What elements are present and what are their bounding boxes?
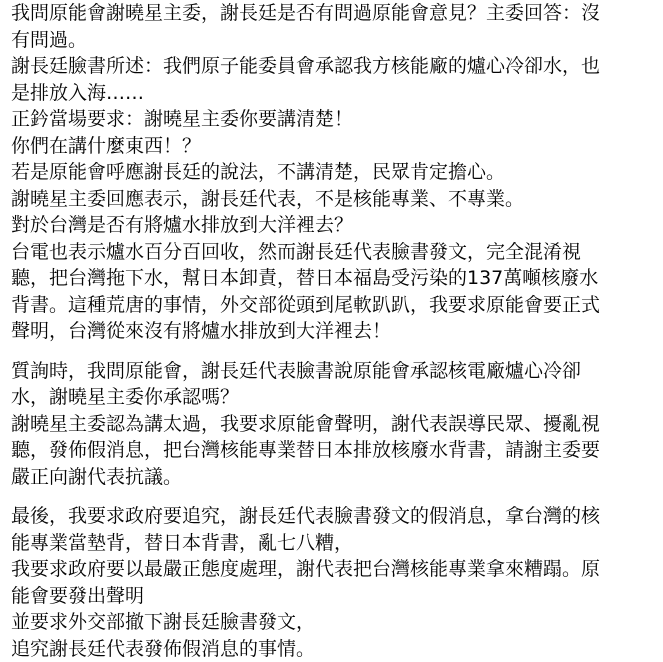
text-line: 追究謝長廷代表發佈假消息的事情。 (11, 636, 659, 662)
text-line: 我要求政府要以最嚴正態度處理，謝代表把台灣核能專業拿來糟蹋。原 (11, 556, 659, 583)
text-line: 背書。這種荒唐的事情，外交部從頭到尾軟趴趴，我要求原能會要正式 (11, 292, 659, 319)
text-line: 能專業當墊背，替日本背書，亂七八糟， (11, 530, 659, 557)
text-line: 我問原能會謝曉星主委，謝長廷是否有問過原能會意見？主委回答：沒 (11, 0, 659, 27)
text-line: 聽，發佈假消息，把台灣核能專業替日本排放核廢水背書，請謝主委要 (11, 437, 659, 464)
text-line: 謝曉星主委回應表示，謝長廷代表，不是核能專業、不專業。 (11, 186, 659, 213)
text-line: 有問過。 (11, 27, 659, 54)
text-line: 質詢時，我問原能會，謝長廷代表臉書說原能會承認核電廠爐心冷卻 (11, 358, 659, 385)
text-line: 謝長廷臉書所述：我們原子能委員會承認我方核能廠的爐心冷卻水，也 (11, 53, 659, 80)
text-line: 台電也表示爐水百分百回收，然而謝長廷代表臉書發文，完全混淆視 (11, 239, 659, 266)
paragraph-2 (11, 358, 659, 491)
text-line: 聲明，台灣從來沒有將爐水排放到大洋裡去！ (11, 318, 659, 345)
text-line: 水，謝曉星主委你承認嗎？ (11, 384, 659, 411)
paragraph-gap (11, 490, 659, 503)
text-line: 正鈐當場要求：謝曉星主委你要講清楚！ (11, 106, 659, 133)
paragraph-gap (11, 345, 659, 358)
text-line: 能會要發出聲明 (11, 583, 659, 610)
text-line: 嚴正向謝代表抗議。 (11, 464, 659, 491)
text-line: 你們在講什麼東西！？ (11, 133, 659, 160)
text-line: 並要求外交部撤下謝長廷臉書發文， (11, 609, 659, 636)
paragraph-3 (11, 503, 659, 662)
text-line: 謝曉星主委認為講太過，我要求原能會聲明，謝代表誤導民眾、擾亂視 (11, 411, 659, 438)
text-line: 聽，把台灣拖下水，幫日本卸責，替日本福島受污染的137萬噸核廢水 (11, 265, 659, 292)
paragraph-1 (11, 0, 659, 345)
text-line: 是排放入海…… (11, 80, 659, 107)
text-line: 對於台灣是否有將爐水排放到大洋裡去？ (11, 212, 659, 239)
text-line: 最後，我要求政府要追究，謝長廷代表臉書發文的假消息，拿台灣的核 (11, 503, 659, 530)
post-body (11, 0, 659, 662)
text-line: 若是原能會呼應謝長廷的說法，不講清楚，民眾肯定擔心。 (11, 159, 659, 186)
